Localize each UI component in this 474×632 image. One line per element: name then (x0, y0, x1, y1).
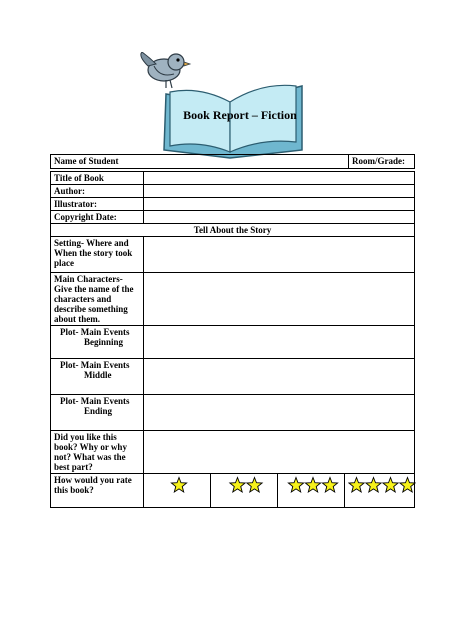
star-icon (305, 478, 320, 492)
star-icon-group (147, 475, 211, 495)
plot-middle-sub: Middle (84, 370, 112, 380)
star-icon (322, 478, 337, 492)
plot-beginning-field[interactable] (144, 326, 415, 359)
copyright-field[interactable] (144, 211, 415, 224)
book-illustration (130, 52, 330, 162)
star-icon (400, 478, 415, 492)
title-label: Title of Book (51, 172, 144, 185)
info-row (51, 185, 415, 198)
student-row (51, 155, 415, 169)
setting-field[interactable] (144, 237, 415, 273)
info-row (51, 198, 415, 211)
room-grade-label: Room/Grade: (349, 155, 415, 169)
star-icon (171, 478, 186, 492)
characters-field[interactable] (144, 273, 415, 326)
rating-option-3[interactable] (278, 474, 345, 508)
author-field[interactable] (144, 185, 415, 198)
star-icon-group (348, 475, 416, 495)
copyright-label: Copyright Date: (51, 211, 144, 224)
setting-label: Setting- Where and When the story took place (51, 237, 144, 273)
plot-ending-field[interactable] (144, 395, 415, 431)
star-icon (349, 478, 364, 492)
plot-middle-field[interactable] (144, 359, 415, 395)
book-report-form (50, 154, 415, 508)
star-icon (366, 478, 381, 492)
star-icon-group (281, 475, 345, 495)
bird-icon (141, 52, 190, 88)
author-label: Author: (51, 185, 144, 198)
page-title: Book Report – Fiction (183, 108, 297, 122)
like-field[interactable] (144, 431, 415, 474)
illustrator-label: Illustrator: (51, 198, 144, 211)
rating-row (51, 474, 415, 508)
title-field[interactable] (144, 172, 415, 185)
star-icon-group (214, 475, 278, 495)
rating-label: How would you rate this book? (51, 474, 144, 508)
plot-ending-sub: Ending (84, 406, 113, 416)
rating-option-4[interactable] (345, 474, 415, 508)
star-icon (230, 478, 245, 492)
plot-beginning-label: Plot- Main Events Beginning (51, 326, 144, 359)
plot-ending-label: Plot- Main Events Ending (51, 395, 144, 431)
student-name-label: Name of Student (51, 155, 349, 169)
characters-label: Main Characters- Give the name of the characters and describe something about them. (51, 273, 144, 326)
info-row (51, 211, 415, 224)
plot-middle-label: Plot- Main Events Middle (51, 359, 144, 395)
section-header: Tell About the Story (51, 224, 415, 237)
rating-option-1[interactable] (144, 474, 211, 508)
star-icon (383, 478, 398, 492)
plot-beginning-sub: Beginning (84, 337, 124, 347)
star-icon (288, 478, 303, 492)
rating-option-2[interactable] (211, 474, 278, 508)
illustrator-field[interactable] (144, 198, 415, 211)
info-row (51, 172, 415, 185)
like-label: Did you like this book? Why or why not? What was the best part? (51, 431, 144, 474)
star-icon (247, 478, 262, 492)
